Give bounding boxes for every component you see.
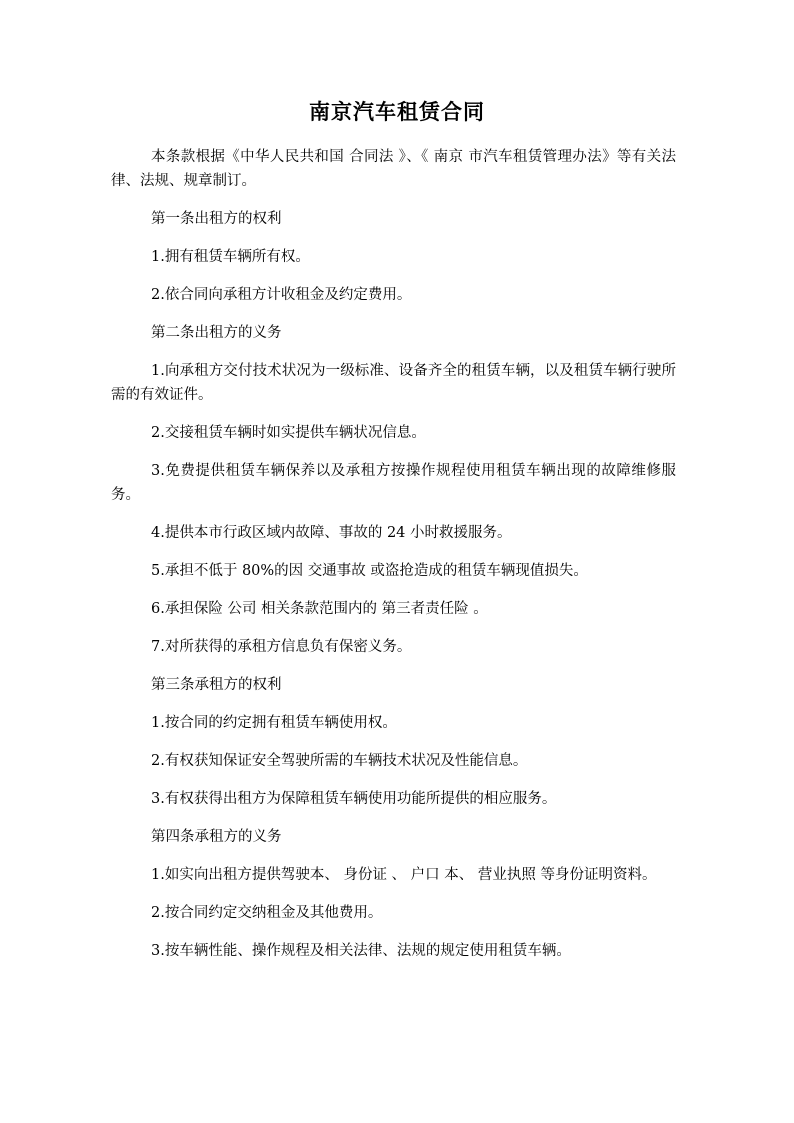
list-item: 1.拥有租赁车辆所有权。 [151, 249, 310, 265]
list-item: 2.交接租赁车辆时如实提供车辆状况信息。 [151, 425, 426, 441]
list-item: 3.免费提供租赁车辆保养以及承租方按操作规程使用租赁车辆出现的故障维修服务。 [111, 463, 676, 503]
list-item: 3.有权获得出租方为保障租赁车辆使用功能所提供的相应服务。 [151, 791, 557, 807]
list-item: 6.承担保险 公司 相关条款范围内的 第三者责任险 。 [151, 601, 488, 617]
paragraph-preamble: 本条款根据《中华人民共和国 合同法 》、《 南京 市汽车租赁管理办法》等有关法律、法规、规章制订。 [111, 149, 676, 189]
list-item: 1.如实向出租方提供驾驶本、 身份证 、 户口 本、 营业执照 等身份证明资料。 [151, 867, 657, 883]
section-heading-article-4: 第四条承租方的义务 [151, 829, 282, 845]
list-item: 5.承担不低于 80%的因 交通事故 或盗抢造成的租赁车辆现值损失。 [151, 563, 588, 579]
document-title: 南京汽车租赁合同 [309, 99, 485, 124]
list-item: 2.按合同约定交纳租金及其他费用。 [151, 905, 383, 921]
list-item: 1.按合同的约定拥有租赁车辆使用权。 [151, 715, 397, 731]
list-item: 1.向承租方交付技术状况为一级标准、设备齐全的租赁车辆，以及租赁车辆行驶所需的有效证件。 [111, 363, 676, 403]
list-item: 7.对所获得的承租方信息负有保密义务。 [151, 639, 412, 655]
section-heading-article-1: 第一条出租方的权利 [151, 211, 282, 227]
list-item: 2.依合同向承租方计收租金及约定费用。 [151, 287, 412, 303]
list-item: 3.按车辆性能、操作规程及相关法律、法规的规定使用租赁车辆。 [151, 943, 571, 959]
list-item: 2.有权获知保证安全驾驶所需的车辆技术状况及性能信息。 [151, 753, 528, 769]
document-body [111, 145, 676, 977]
section-heading-article-2: 第二条出租方的义务 [151, 325, 282, 341]
section-heading-article-3: 第三条承租方的权利 [151, 677, 282, 693]
list-item: 4.提供本市行政区域内故障、事故的 24 小时救援服务。 [151, 525, 512, 541]
